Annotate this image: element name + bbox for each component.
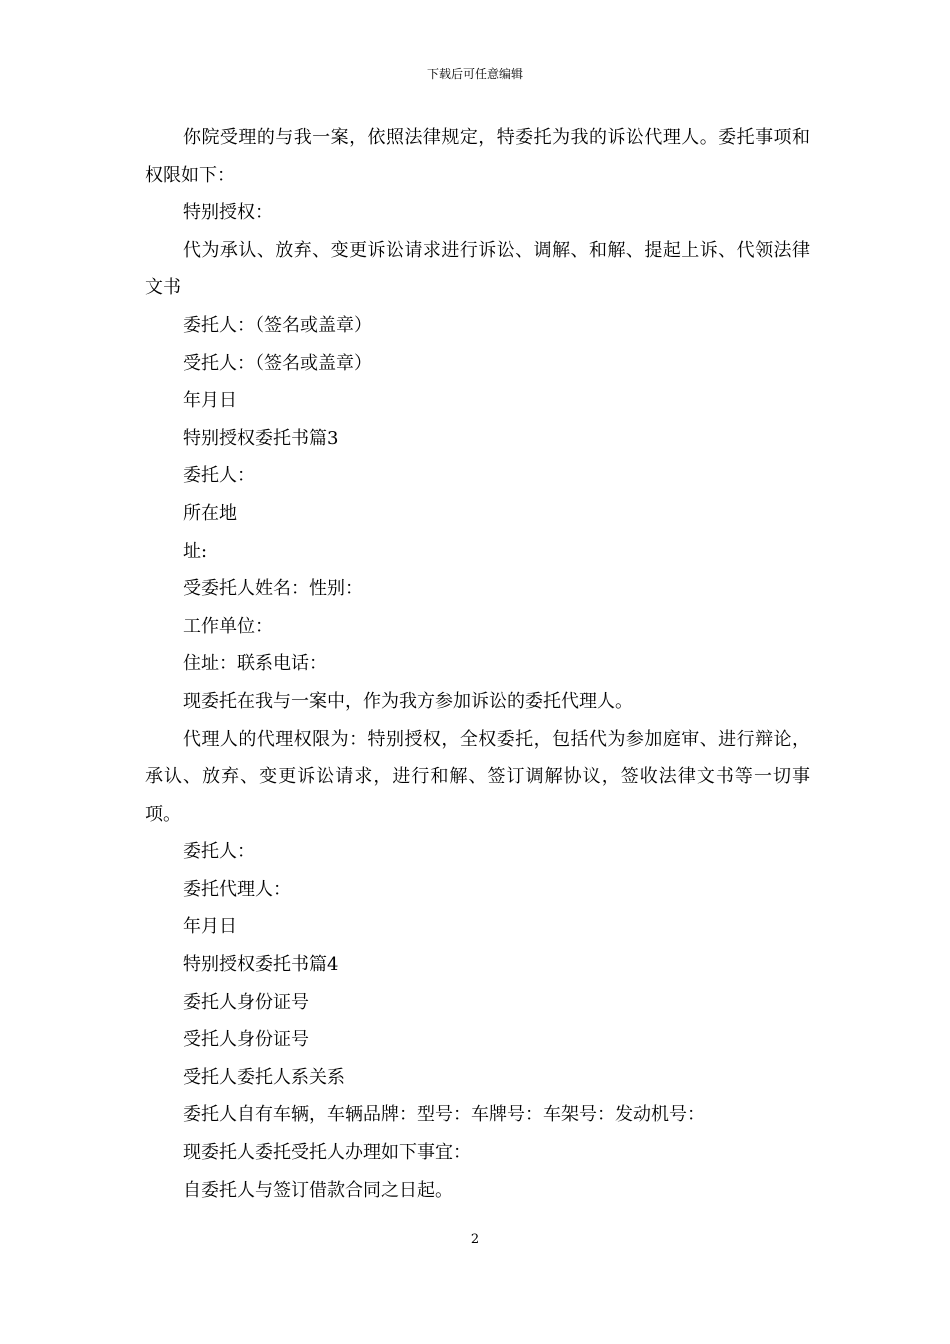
paragraph: 住址：联系电话： [183,653,327,675]
paragraph: 代理人的代理权限为：特别授权，全权委托，包括代为参加庭审、进行辩论，承认、放弃、变更诉讼请求，进行和解、签订调解协议，签收法律文书等一切事项。 [145,728,810,825]
paragraph: 受托人身份证号 [183,1029,309,1051]
section-heading: 特别授权委托书篇4 [183,954,339,976]
page-number: 2 [470,1232,480,1247]
paragraph: 受托人委托人系关系 [183,1066,345,1088]
paragraph: 委托人： [183,841,255,863]
paragraph: 受托人：（签名或盖章） [183,352,372,374]
paragraph: 址: [183,540,208,562]
paragraph: 委托人身份证号 [183,991,309,1013]
paragraph: 委托人：（签名或盖章） [183,314,372,336]
section-heading: 特别授权委托书篇3 [183,427,339,449]
paragraph: 委托代理人： [183,878,291,900]
paragraph: 委托人自有车辆，车辆品牌：型号：车牌号：车架号：发动机号： [183,1104,705,1126]
document-body [145,119,810,1209]
paragraph: 特别授权： [183,202,273,224]
paragraph: 受委托人姓名：性别： [183,578,363,600]
paragraph: 自委托人与签订借款合同之日起。 [183,1179,453,1201]
paragraph: 现委托人委托受托人办理如下事宜： [183,1142,471,1164]
paragraph: 委托人： [183,465,255,487]
paragraph: 年月日 [183,390,237,412]
paragraph: 你院受理的与我一案，依照法律规定，特委托为我的诉讼代理人。委托事项和权限如下： [145,127,810,186]
paragraph: 工作单位： [183,615,273,637]
paragraph: 现委托在我与一案中，作为我方参加诉讼的委托代理人。 [183,690,633,712]
paragraph: 代为承认、放弃、变更诉讼请求进行诉讼、调解、和解、提起上诉、代领法律文书 [145,239,810,299]
paragraph: 所在地 [183,502,237,524]
paragraph: 年月日 [183,916,237,938]
page-header: 下载后可任意编辑 [426,67,523,81]
